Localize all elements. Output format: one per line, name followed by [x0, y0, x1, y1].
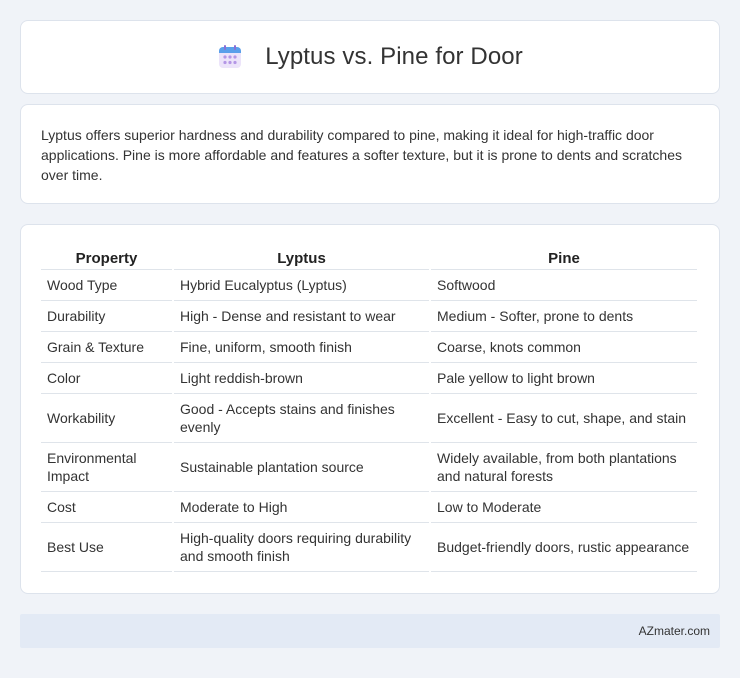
summary-card [20, 104, 720, 204]
pine-cell: Pale yellow to light brown [431, 363, 697, 394]
footer-source-link[interactable]: AZmater.com [638, 624, 710, 638]
table-row [41, 492, 697, 523]
property-cell: Color [41, 363, 172, 394]
header-card [20, 20, 720, 94]
header [217, 43, 523, 71]
table-row [41, 301, 697, 332]
property-cell: Durability [41, 301, 172, 332]
table-row [41, 270, 697, 301]
property-cell: Grain & Texture [41, 332, 172, 363]
pine-cell: Budget-friendly doors, rustic appearance [431, 523, 697, 572]
pine-cell: Excellent - Easy to cut, shape, and stain [431, 394, 697, 443]
property-cell: Cost [41, 492, 172, 523]
pine-cell: Softwood [431, 270, 697, 301]
comparison-table [39, 245, 699, 572]
lyptus-cell: Moderate to High [174, 492, 429, 523]
table-row [41, 443, 697, 492]
calendar-icon [217, 44, 243, 70]
pine-cell: Coarse, knots common [431, 332, 697, 363]
page-title: Lyptus vs. Pine for Door [265, 43, 523, 70]
comparison-card [20, 224, 720, 594]
property-cell: Best Use [41, 523, 172, 572]
table-row [41, 394, 697, 443]
lyptus-cell: Sustainable plantation source [174, 443, 429, 492]
footer [20, 614, 720, 648]
header-lyptus: Lyptus [174, 245, 429, 270]
lyptus-cell: Good - Accepts stains and finishes evenly [174, 394, 429, 443]
lyptus-cell: Hybrid Eucalyptus (Lyptus) [174, 270, 429, 301]
summary-text: Lyptus offers superior hardness and durability compared to pine, making it ideal for high-traffic door applications. Pine is more affordable and features a softer texture, but it is prone to dents and scratches over time. [41, 127, 682, 183]
table-row [41, 363, 697, 394]
lyptus-cell: Fine, uniform, smooth finish [174, 332, 429, 363]
header-pine: Pine [431, 245, 697, 270]
pine-cell: Widely available, from both plantations and natural forests [431, 443, 697, 492]
property-cell: Wood Type [41, 270, 172, 301]
table-row [41, 523, 697, 572]
lyptus-cell: High - Dense and resistant to wear [174, 301, 429, 332]
pine-cell: Low to Moderate [431, 492, 697, 523]
lyptus-cell: Light reddish-brown [174, 363, 429, 394]
lyptus-cell: High-quality doors requiring durability and smooth finish [174, 523, 429, 572]
table-header-row [41, 245, 697, 270]
property-cell: Workability [41, 394, 172, 443]
header-property: Property [41, 245, 172, 270]
property-cell: Environmental Impact [41, 443, 172, 492]
table-row [41, 332, 697, 363]
pine-cell: Medium - Softer, prone to dents [431, 301, 697, 332]
